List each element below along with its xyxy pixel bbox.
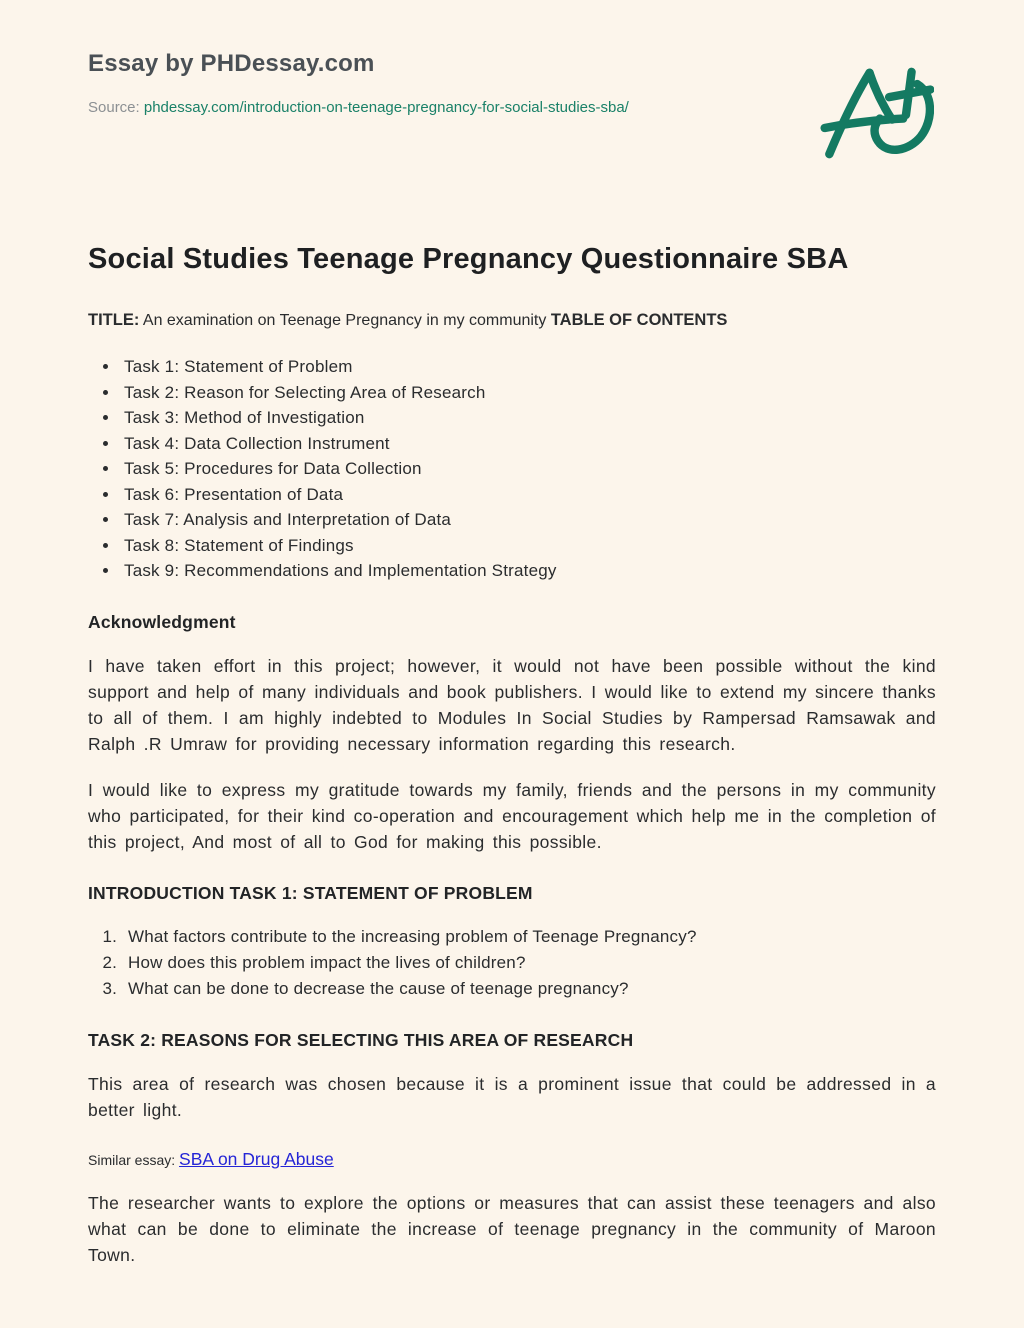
toc-item: • Task 3: Method of Investigation <box>120 405 936 431</box>
task2-heading: TASK 2: REASONS FOR SELECTING THIS AREA OF RESEARCH <box>88 1029 634 1050</box>
source-url-link[interactable]: phdessay.com/introduction-on-teenage-pregnancy-for-social-studies-sba/ <box>143 99 629 116</box>
toc-item: • Task 5: Procedures for Data Collection <box>120 456 936 482</box>
header-text-block <box>88 50 820 116</box>
acknowledgment-heading: Acknowledgment <box>88 611 236 632</box>
acknowledgment-paragraph-1: I have taken effort in this project; however, it would not have been possible without the kind support and help of many individuals and book publishers. I would like to extend my sincere thanks to all of them. I am highly indebted to Modules In Social Studies by Rampersad Ramsawak and Ralph .R Umraw for providing necessary information regarding this research. <box>88 655 936 754</box>
toc-item: • Task 7: Analysis and Interpretation of Data <box>120 507 936 533</box>
toc-item: • Task 9: Recommendations and Implementation Strategy <box>120 558 936 584</box>
similar-essay-link[interactable]: SBA on Drug Abuse <box>179 1148 334 1169</box>
toc-item: • Task 6: Presentation of Data <box>120 482 936 508</box>
source-label: Source: <box>88 99 140 116</box>
phdessay-a-plus-logo-icon <box>820 60 934 171</box>
logo-a-crossbar <box>825 119 903 128</box>
task1-question-list <box>88 924 936 1002</box>
table-of-contents-label: TABLE OF CONTENTS <box>550 311 728 329</box>
toc-item: • Task 4: Data Collection Instrument <box>120 431 936 457</box>
site-title: Essay by PHDessay.com <box>88 50 375 77</box>
source-line <box>88 99 820 116</box>
question-item: 2. How does this problem impact the lives of children? <box>122 950 936 976</box>
task2-paragraph-2: The researcher wants to explore the options or measures that can assist these teenagers and also what can be done to eliminate the increase of teenage pregnancy in the community of Maroon Town. <box>88 1192 936 1265</box>
toc-item: • Task 1: Statement of Problem <box>120 354 936 380</box>
table-of-contents-list <box>88 354 936 584</box>
title-label: TITLE: <box>88 311 140 329</box>
title-text: An examination on Teenage Pregnancy in my community <box>139 312 551 329</box>
task2-paragraph-1: This area of research was chosen because it is a prominent issue that could be addressed in a better light. <box>88 1073 936 1120</box>
question-item: 3. What can be done to decrease the cause of teenage pregnancy? <box>122 976 936 1002</box>
similar-essay-label: Similar essay: <box>88 1151 176 1168</box>
acknowledgment-paragraph-2: I would like to express my gratitude towards my family, friends and the persons in my community who participated, for their kind co-operation and encouragement which help me in the completion of this project, And most of all to God for making this possible. <box>88 779 936 852</box>
logo-a-left-stroke <box>829 73 869 154</box>
toc-item: • Task 2: Reason for Selecting Area of Research <box>120 380 936 406</box>
task1-heading: INTRODUCTION TASK 1: STATEMENT OF PROBLEM <box>88 882 533 903</box>
title-line <box>88 309 936 332</box>
toc-item: • Task 8: Statement of Findings <box>120 533 936 559</box>
question-item: 1. What factors contribute to the increasing problem of Teenage Pregnancy? <box>122 924 936 950</box>
page-header <box>88 50 936 171</box>
article-title: Social Studies Teenage Pregnancy Questionnaire SBA <box>88 243 849 275</box>
similar-essay-line <box>88 1149 936 1170</box>
